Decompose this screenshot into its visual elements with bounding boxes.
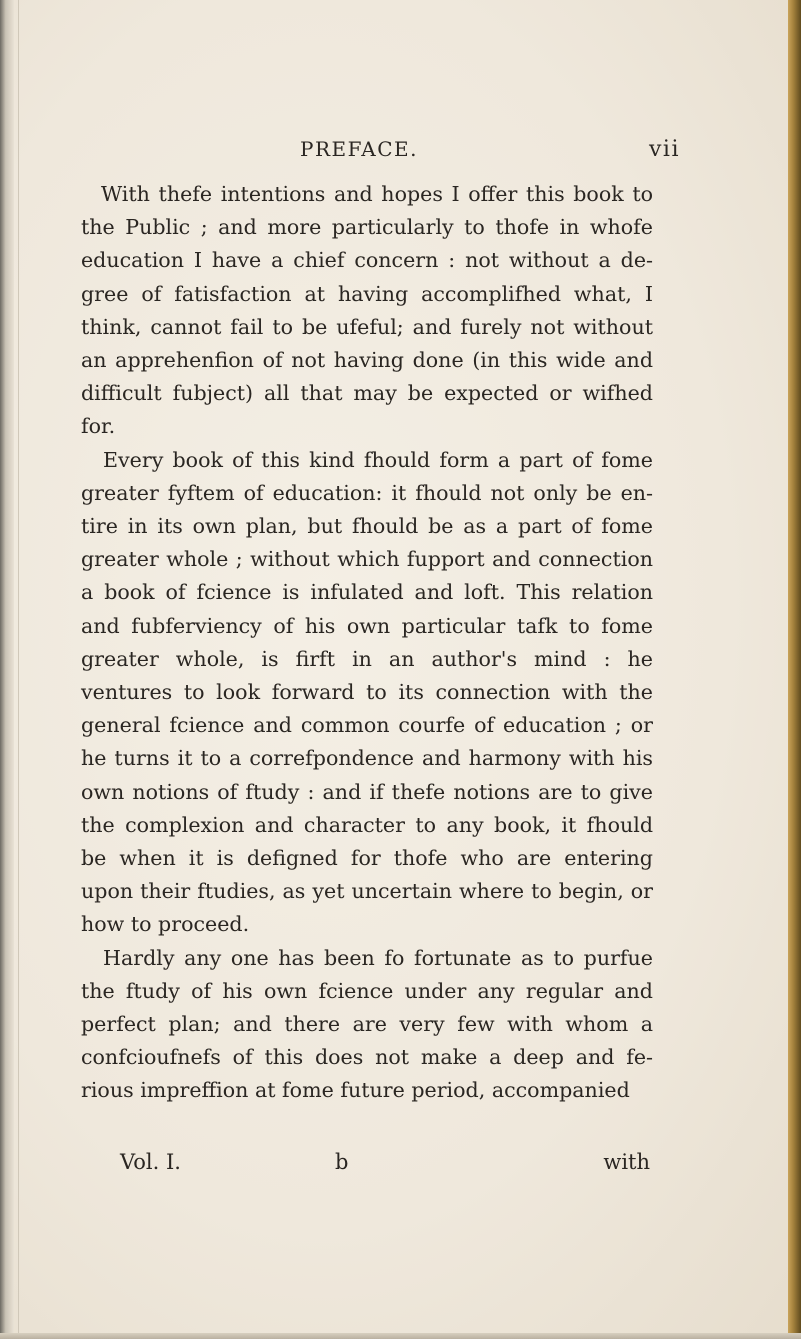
page-header [300, 137, 680, 169]
book-cover-edge [788, 0, 801, 1339]
volume-label: Vol. I. [120, 1150, 181, 1174]
page-footer [120, 1150, 650, 1184]
signature-mark: b [335, 1150, 349, 1174]
paragraph-2: Every book of this kind fhould form a part of fome greater fyftem of education: it fhould not only be en- tire in its own plan, but fhould be as a part of fome greater whole ; without which fupport and connection a book of fcience is infulated and loft. This relation and fubferviency of his own particular tafk to fome greater whole, is firft in an author's mind : he ventures to look forward to its connection with the general fcience and common courfe of education ; or he turns it to a correfpondence and harmony with his own notions of ftudy : and if thefe notions are to give the complexion and character to any book, it fhould be when it is defigned for thofe who are entering upon their ftudies, as yet uncertain where to begin, or how to proceed. [81, 447, 653, 937]
running-head: PREFACE. [300, 137, 418, 161]
page-gutter-shadow [0, 0, 14, 1339]
paragraph-3: Hardly any one has been fo fortunate as to purfue the ftudy of his own fcience under any regular and perfect plan; and there are very few with whom a confcioufnefs of this does not make a deep and fe- rious impreffion at fome future period, accompanied [81, 945, 653, 1103]
catchword: with [603, 1150, 650, 1174]
paragraph-1: With thefe intentions and hopes I offer this book to the Public ; and more particularly to thofe in whofe education I have a chief concern : not without a de- gree of fatisfaction at having accomplifhed what, I think, cannot fail to be ufeful; and furely not without an apprehenfion of not having done (in this wide and difficult fubject) all that may be expected or wifhed for. [81, 182, 653, 439]
body-text [81, 178, 653, 1108]
page-fold-line [18, 0, 19, 1339]
page-bottom-edge [0, 1333, 801, 1339]
page-number: vii [648, 137, 680, 162]
